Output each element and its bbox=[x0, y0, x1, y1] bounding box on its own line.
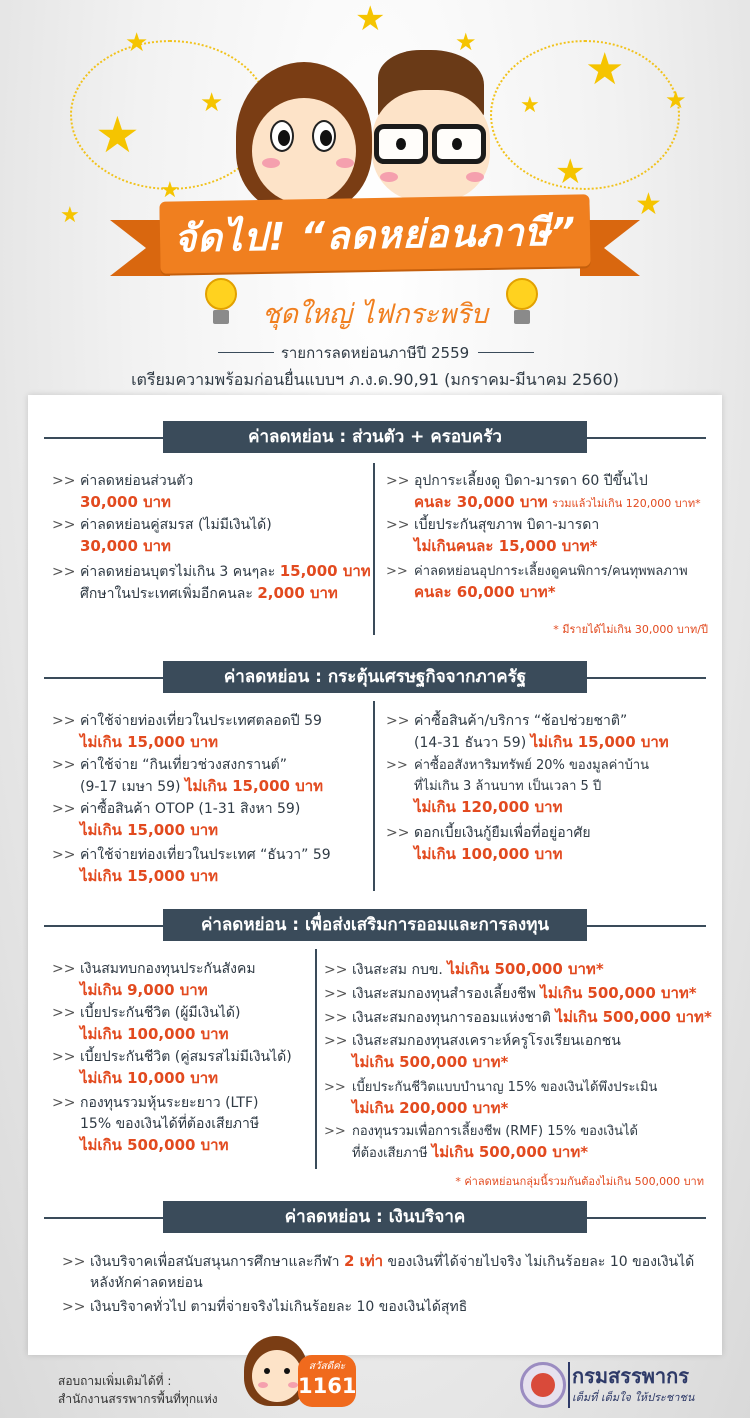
section-title-stimulus: ค่าลดหย่อน : กระตุ้นเศรษฐกิจจากภาครัฐ bbox=[163, 661, 587, 693]
list-item: >> เบี้ยประกันชีวิต (คู่สมรสไม่มีเงินได้) ไม่เกิน 10,000 บาท bbox=[52, 1049, 292, 1087]
list-item: >> ค่าใช้จ่ายท่องเที่ยวในประเทศ “ธันวา” 59 ไม่เกิน 15,000 บาท bbox=[52, 847, 331, 885]
org-slogan: เต็มที่ เต็มใจ ให้ประชาชน bbox=[572, 1391, 695, 1404]
list-item: >> เงินสะสมกองทุนสงเคราะห์ครูโรงเรียนเอกชน ไม่เกิน 500,000 บาท* bbox=[324, 1033, 621, 1071]
list-item: >> เงินสะสม กบข. ไม่เกิน 500,000 บาท* bbox=[324, 960, 604, 978]
list-item: >> ค่าใช้จ่ายท่องเที่ยวในประเทศตลอดปี 59 ไม่เกิน 15,000 บาท bbox=[52, 713, 322, 751]
column-divider bbox=[373, 701, 375, 891]
list-item: >> กองทุนรวมหุ้นระยะยาว (LTF) 15% ของเงินได้ที่ต้องเสียภาษี ไม่เกิน 500,000 บาท bbox=[52, 1095, 260, 1154]
list-item: >> เบี้ยประกันชีวิต (ผู้มีเงินได้) ไม่เกิน 100,000 บาท bbox=[52, 1005, 241, 1043]
list-item: >> ค่าลดหย่อนอุปการะเลี้ยงดูคนพิการ/คนทุพพลภาพ คนละ 60,000 บาท* bbox=[386, 564, 688, 601]
section-title-saving: ค่าลดหย่อน : เพื่อส่งเสริมการออมและการลงทุน bbox=[163, 909, 587, 941]
ribbon-title: จัดไป! “ลดหย่อนภาษี” bbox=[173, 208, 577, 261]
list-item: >> ค่าใช้จ่าย “กินเที่ยวช่วงสงกรานต์” (9-17 เมษา 59) ไม่เกิน 15,000 บาท bbox=[52, 757, 324, 795]
list-item: >> ค่าซื้อสินค้า/บริการ “ช้อปช่วยชาติ” (14-31 ธันวา 59) ไม่เกิน 15,000 บาท bbox=[386, 713, 669, 751]
contact-info: สอบถามเพิ่มเติมได้ที่ : สำนักงานสรรพากรพื้นที่ทุกแห่ง bbox=[58, 1374, 218, 1406]
section-title-donation: ค่าลดหย่อน : เงินบริจาค bbox=[163, 1201, 587, 1233]
star-icon: ★ bbox=[200, 88, 224, 118]
divider bbox=[478, 352, 534, 353]
star-icon: ★ bbox=[95, 106, 140, 164]
star-icon: ★ bbox=[160, 178, 180, 203]
list-item: >> ค่าลดหย่อนบุตรไม่เกิน 3 คนๆละ 15,000 บาท ศึกษาในประเทศเพิ่มอีกคนละ 2,000 บาท bbox=[52, 562, 371, 602]
list-item: >> อุปการะเลี้ยงดู บิดา-มารดา 60 ปีขึ้นไป คนละ 30,000 บาท รวมแล้วไม่เกิน 120,000 บาท* bbox=[386, 473, 701, 511]
list-item: >> เบี้ยประกันชีวิตแบบบำนาญ 15% ของเงินได้พึงประเมิน ไม่เกิน 200,000 บาท* bbox=[324, 1080, 658, 1117]
list-item: >> ดอกเบี้ยเงินกู้ยืมเพื่อที่อยู่อาศัย ไม่เกิน 100,000 บาท bbox=[386, 825, 591, 863]
star-icon: ★ bbox=[585, 44, 625, 95]
list-item: >> ค่าลดหย่อนคู่สมรส (ไม่มีเงินได้) 30,000 บาท bbox=[52, 517, 272, 555]
section-title-personal: ค่าลดหย่อน : ส่วนตัว + ครอบครัว bbox=[163, 421, 587, 453]
star-icon: ★ bbox=[455, 28, 477, 56]
list-item: >> ค่าซื้ออสังหาริมทรัพย์ 20% ของมูลค่าบ้าน ที่ไม่เกิน 3 ล้านบาท เป็นเวลา 5 ปี ไม่เกิน 120,000 บาท bbox=[386, 758, 650, 816]
list-item: >> ค่าลดหย่อนส่วนตัว 30,000 บาท bbox=[52, 473, 194, 511]
list-item: >> เงินสะสมกองทุนการออมแห่งชาติ ไม่เกิน 500,000 บาท* bbox=[324, 1008, 712, 1026]
list-item: >> เบี้ยประกันสุขภาพ บิดา-มารดา ไม่เกินคนละ 15,000 บาท* bbox=[386, 517, 600, 555]
star-icon: ★ bbox=[520, 93, 540, 118]
revenue-department-logo bbox=[520, 1362, 566, 1408]
star-icon: ★ bbox=[125, 28, 149, 58]
subtitle: ชุดใหญ่ ไฟกระพริบ bbox=[262, 299, 488, 330]
list-item: >> เงินบริจาคทั่วไป ตามที่จ่ายจริงไม่เกินร้อยละ 10 ของเงินได้สุทธิ bbox=[62, 1299, 468, 1315]
footnote: * มีรายได้ไม่เกิน 30,000 บาท/ปี bbox=[553, 623, 708, 636]
list-item: >> เงินสมทบกองทุนประกันสังคม ไม่เกิน 9,000 บาท bbox=[52, 961, 256, 999]
list-item: >> ค่าซื้อสินค้า OTOP (1-31 สิงหา 59) ไม่เกิน 15,000 บาท bbox=[52, 801, 301, 839]
footnote: * ค่าลดหย่อนกลุ่มนี้รวมกันต้องไม่เกิน 500,000 บาท bbox=[455, 1175, 704, 1188]
org-name: กรมสรรพากร bbox=[572, 1364, 689, 1388]
divider bbox=[568, 1362, 570, 1408]
star-icon: ★ bbox=[355, 0, 386, 39]
column-divider bbox=[315, 949, 317, 1169]
prepare-line: เตรียมความพร้อมก่อนยื่นแบบฯ ภ.ง.ด.90,91 (มกราคม-มีนาคม 2560) bbox=[131, 370, 619, 389]
deductions-card bbox=[28, 395, 722, 1355]
star-icon: ★ bbox=[635, 187, 662, 222]
list-item: >> กองทุนรวมเพื่อการเลี้ยงชีพ (RMF) 15% ของเงินได้ ที่ต้องเสียภาษี ไม่เกิน 500,000 บาท* bbox=[324, 1124, 638, 1161]
list-item: >> เงินสะสมกองทุนสำรองเลี้ยงชีพ ไม่เกิน 500,000 บาท* bbox=[324, 984, 697, 1002]
star-icon: ★ bbox=[555, 152, 586, 192]
list-title: รายการลดหย่อนภาษีปี 2559 bbox=[280, 344, 470, 362]
hotline-badge: สวัสดีค่ะ 1161 bbox=[298, 1355, 356, 1407]
star-icon: ★ bbox=[60, 203, 80, 228]
column-divider bbox=[373, 463, 375, 635]
list-item: >> เงินบริจาคเพื่อสนับสนุนการศึกษาและกีฬา 2 เท่า ของเงินที่ได้จ่ายไปจริง ไม่เกินร้อยละ 10 ของเงินได้ หลังหักค่าลดหย่อน bbox=[62, 1252, 695, 1291]
star-icon: ★ bbox=[665, 86, 687, 114]
